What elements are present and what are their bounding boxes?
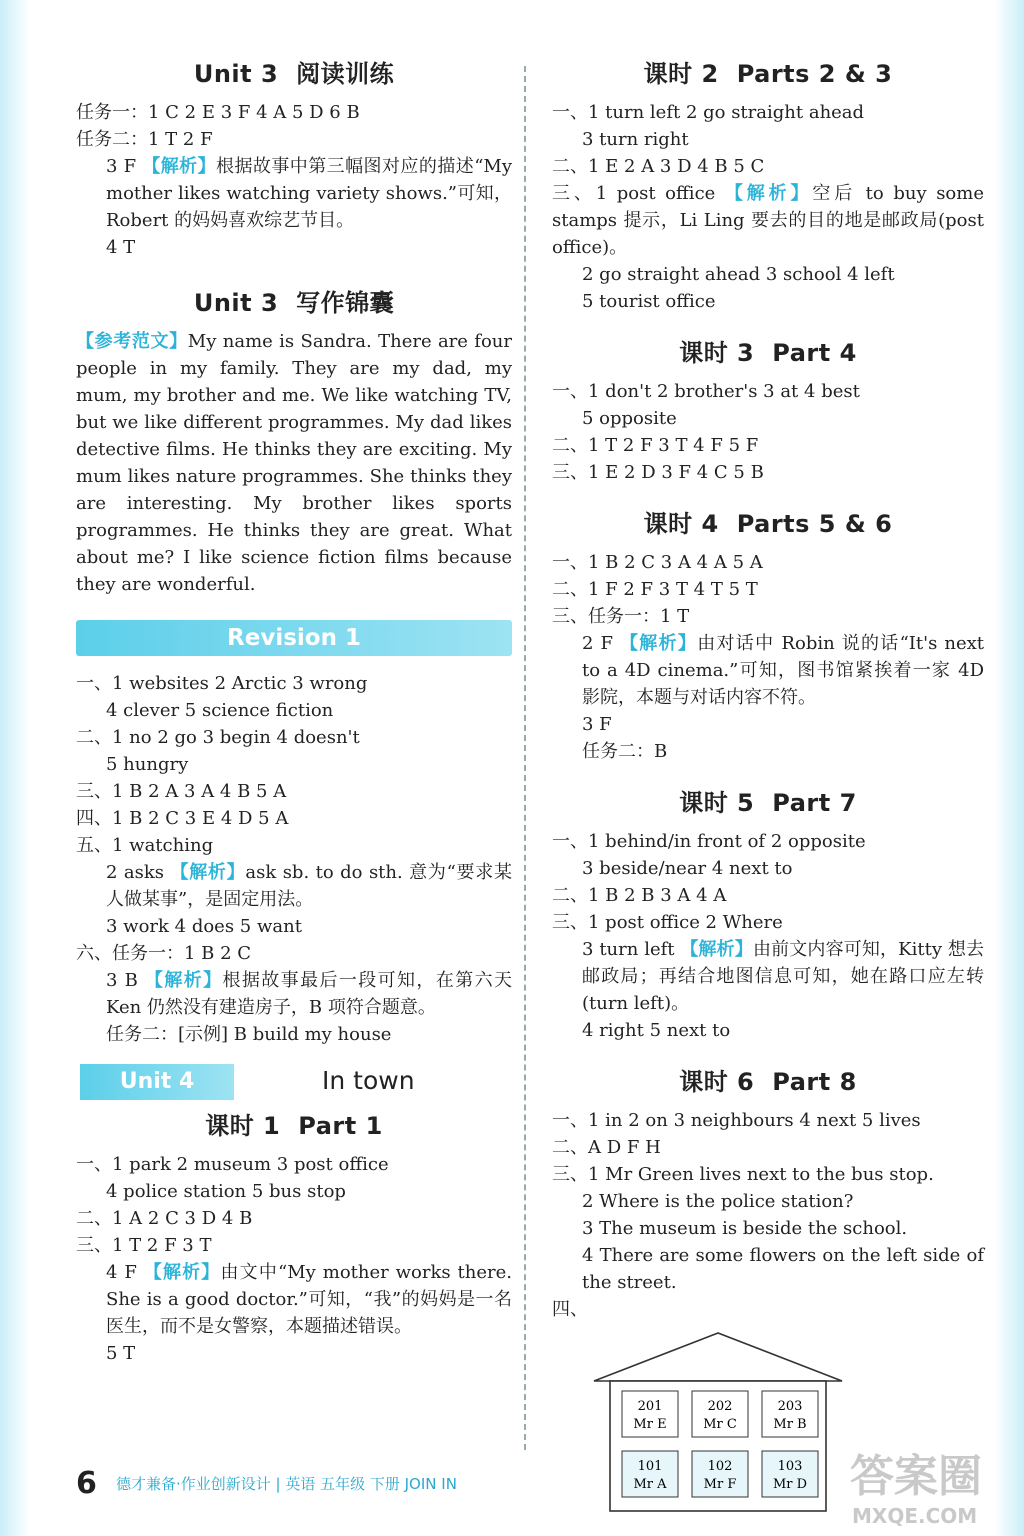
analysis-paragraph: 4 F 【解析】由文中“My mother works there. She is a good doctor.”可知，“我”的妈妈是一名医生，而不是女警察，本题描述错误。 xyxy=(106,1262,512,1337)
analysis-tag: 【解析】 xyxy=(142,156,217,177)
unit4-title: In town xyxy=(322,1066,415,1095)
answer-line: 任务二：1 T 2 F xyxy=(76,129,213,150)
analysis-paragraph: 3 B 【解析】根据故事最后一段可知，在第六天 Ken 仍然没有建造房子，B 项符合题意。 xyxy=(106,970,512,1018)
svg-text:103: 103 xyxy=(777,1459,803,1474)
analysis-paragraph: 三、1 post office 【解析】空后 to buy some stamps 提示，Li Ling 要去的目的地是邮政局(post office)。 xyxy=(552,183,984,258)
answer-line: 一、1 B 2 C 3 A 4 A 5 A xyxy=(552,552,763,573)
answer-line: 2 Where is the police station? xyxy=(582,1191,854,1212)
answer-line: 4 There are some flowers on the left side of the street. xyxy=(582,1245,984,1293)
page-number: 6 xyxy=(76,1466,97,1501)
house-roof xyxy=(594,1333,842,1381)
answer-line: 一、1 websites 2 Arctic 3 wrong xyxy=(76,673,368,694)
answer-line: 二、1 F 2 F 3 T 4 T 5 T xyxy=(552,579,758,600)
unit4-bar xyxy=(76,1064,512,1100)
analysis-tag: 【解析】 xyxy=(680,939,753,960)
answer-line: 四、 xyxy=(552,1299,588,1320)
svg-text:Mr D: Mr D xyxy=(772,1477,808,1492)
lesson1-heading: 课时 1 Part 1 xyxy=(205,1112,383,1140)
svg-text:102: 102 xyxy=(707,1459,733,1474)
lesson3-heading: 课时 3 Part 4 xyxy=(679,339,857,367)
answer-line: 3 F xyxy=(582,714,612,735)
column-divider xyxy=(524,66,526,1450)
room-201 xyxy=(622,1391,678,1437)
answer-line: 5 hungry xyxy=(106,754,189,775)
answer-line: 六、任务一：1 B 2 C xyxy=(76,943,252,964)
svg-text:Mr F: Mr F xyxy=(703,1477,737,1492)
analysis-tag: 【解析】 xyxy=(724,183,813,204)
answer-line: 一、1 behind/in front of 2 opposite xyxy=(552,831,866,852)
right-column xyxy=(552,48,984,1520)
answer-line: 5 T xyxy=(106,1343,136,1364)
answer-line: 三、1 post office 2 Where xyxy=(552,912,783,933)
answer-line: 三、1 T 2 F 3 T xyxy=(76,1235,212,1256)
lesson5-heading: 课时 5 Part 7 xyxy=(679,789,857,817)
sample-essay: 【参考范文】My name is Sandra. There are four people in my family. They are my dad, my mum, my brother and me. We like watching TV, but we like different programmes. My dad likes detective films. He thinks they are exciting. My mum likes nature programmes. She thinks they are interesting. My brother likes sports programmes. He thinks they are great. What about me? I like science fiction films because they are wonderful. xyxy=(76,331,512,595)
analysis-paragraph: 2 asks 【解析】ask sb. to do sth. 意为“要求某人做某事”，是固定用法。 xyxy=(106,862,512,910)
unit4-tag: Unit 4 xyxy=(80,1064,234,1100)
watermark-text: 答案圈 xyxy=(850,1451,982,1502)
answer-line: 3 beside/near 4 next to xyxy=(582,858,793,879)
analysis-tag: 【解析】 xyxy=(170,862,246,883)
svg-text:203: 203 xyxy=(777,1399,803,1414)
answer-line: 3 turn right xyxy=(582,129,689,150)
answer-line: 5 opposite xyxy=(582,408,677,429)
room-102 xyxy=(692,1451,748,1497)
lesson6-heading: 课时 6 Part 8 xyxy=(679,1068,857,1096)
answer-line: 4 T xyxy=(106,237,136,258)
answer-line: 二、1 T 2 F 3 T 4 F 5 F xyxy=(552,435,759,456)
sample-tag: 【参考范文】 xyxy=(76,331,188,352)
answer-line: 一、1 park 2 museum 3 post office xyxy=(76,1154,389,1175)
room-101 xyxy=(622,1451,678,1497)
left-column xyxy=(76,48,512,1367)
lesson4-heading: 课时 4 Parts 5 & 6 xyxy=(643,510,893,538)
answer-line: 一、1 turn left 2 go straight ahead xyxy=(552,102,865,123)
svg-text:Mr C: Mr C xyxy=(703,1417,737,1432)
footer-book-title: 德才兼备·作业创新设计 | 英语 五年级 下册 JOIN IN xyxy=(115,1475,457,1493)
svg-text:Mr E: Mr E xyxy=(633,1417,667,1432)
svg-text:101: 101 xyxy=(637,1459,663,1474)
house-diagram xyxy=(592,1331,852,1516)
unit3-writing-heading: Unit 3 写作锦囊 xyxy=(193,289,395,317)
answer-line: 2 go straight ahead 3 school 4 left xyxy=(582,264,895,285)
answer-line: 3 work 4 does 5 want xyxy=(106,916,302,937)
answer-line: 三、任务一：1 T xyxy=(552,606,690,627)
answer-line: 三、1 E 2 D 3 F 4 C 5 B xyxy=(552,462,764,483)
revision-banner: Revision 1 xyxy=(76,620,512,656)
answer-line: 任务二：B xyxy=(582,741,668,762)
answer-line: 二、1 B 2 B 3 A 4 A xyxy=(552,885,727,906)
answer-line: 二、1 A 2 C 3 D 4 B xyxy=(76,1208,253,1229)
watermark-url: MXQE.COM xyxy=(852,1504,978,1528)
answer-line: 任务二：[示例] B build my house xyxy=(106,1024,392,1045)
unit3-reading-heading: Unit 3 阅读训练 xyxy=(193,60,395,88)
analysis-tag: 【解析】 xyxy=(143,1262,221,1283)
answer-line: 任务一：1 C 2 E 3 F 4 A 5 D 6 B xyxy=(76,102,360,123)
svg-text:201: 201 xyxy=(637,1399,663,1414)
page-footer xyxy=(76,1466,457,1501)
analysis-tag: 【解析】 xyxy=(144,970,223,991)
answer-line: 4 police station 5 bus stop xyxy=(106,1181,346,1202)
answer-line: 二、1 no 2 go 3 begin 4 doesn't xyxy=(76,727,360,748)
answer-line: 二、1 E 2 A 3 D 4 B 5 C xyxy=(552,156,765,177)
answer-line: 五、1 watching xyxy=(76,835,214,856)
svg-text:Mr A: Mr A xyxy=(633,1477,667,1492)
answer-line: 3 The museum is beside the school. xyxy=(582,1218,908,1239)
analysis-paragraph: 2 F 【解析】由对话中 Robin 说的话“It's next to a 4D cinema.”可知，图书馆紧挨着一家 4D 影院，本题与对话内容不符。 xyxy=(582,633,984,708)
answer-line: 4 clever 5 science fiction xyxy=(106,700,334,721)
answer-line: 四、1 B 2 C 3 E 4 D 5 A xyxy=(76,808,289,829)
analysis-paragraph: 3 F 【解析】根据故事中第三幅图对应的描述“My mother likes watching variety shows.”可知，Robert 的妈妈喜欢综艺节目。 xyxy=(106,156,512,231)
answer-line: 4 right 5 next to xyxy=(582,1020,731,1041)
answer-line: 5 tourist office xyxy=(582,291,716,312)
svg-text:202: 202 xyxy=(707,1399,733,1414)
answer-line: 二、A D F H xyxy=(552,1137,661,1158)
svg-text:Mr B: Mr B xyxy=(773,1417,807,1432)
room-203 xyxy=(762,1391,818,1437)
room-103 xyxy=(762,1451,818,1497)
answer-line: 三、1 Mr Green lives next to the bus stop. xyxy=(552,1164,934,1185)
watermark-logo xyxy=(850,1440,982,1528)
lesson2-heading: 课时 2 Parts 2 & 3 xyxy=(643,60,893,88)
room-202 xyxy=(692,1391,748,1437)
answer-line: 三、1 B 2 A 3 A 4 B 5 A xyxy=(76,781,287,802)
analysis-tag: 【解析】 xyxy=(620,633,698,654)
answer-line: 一、1 in 2 on 3 neighbours 4 next 5 lives xyxy=(552,1110,921,1131)
answer-line: 一、1 don't 2 brother's 3 at 4 best xyxy=(552,381,860,402)
analysis-paragraph: 3 turn left 【解析】由前文内容可知，Kitty 想去邮政局；再结合地图信息可知，她在路口应左转(turn left)。 xyxy=(582,939,984,1014)
